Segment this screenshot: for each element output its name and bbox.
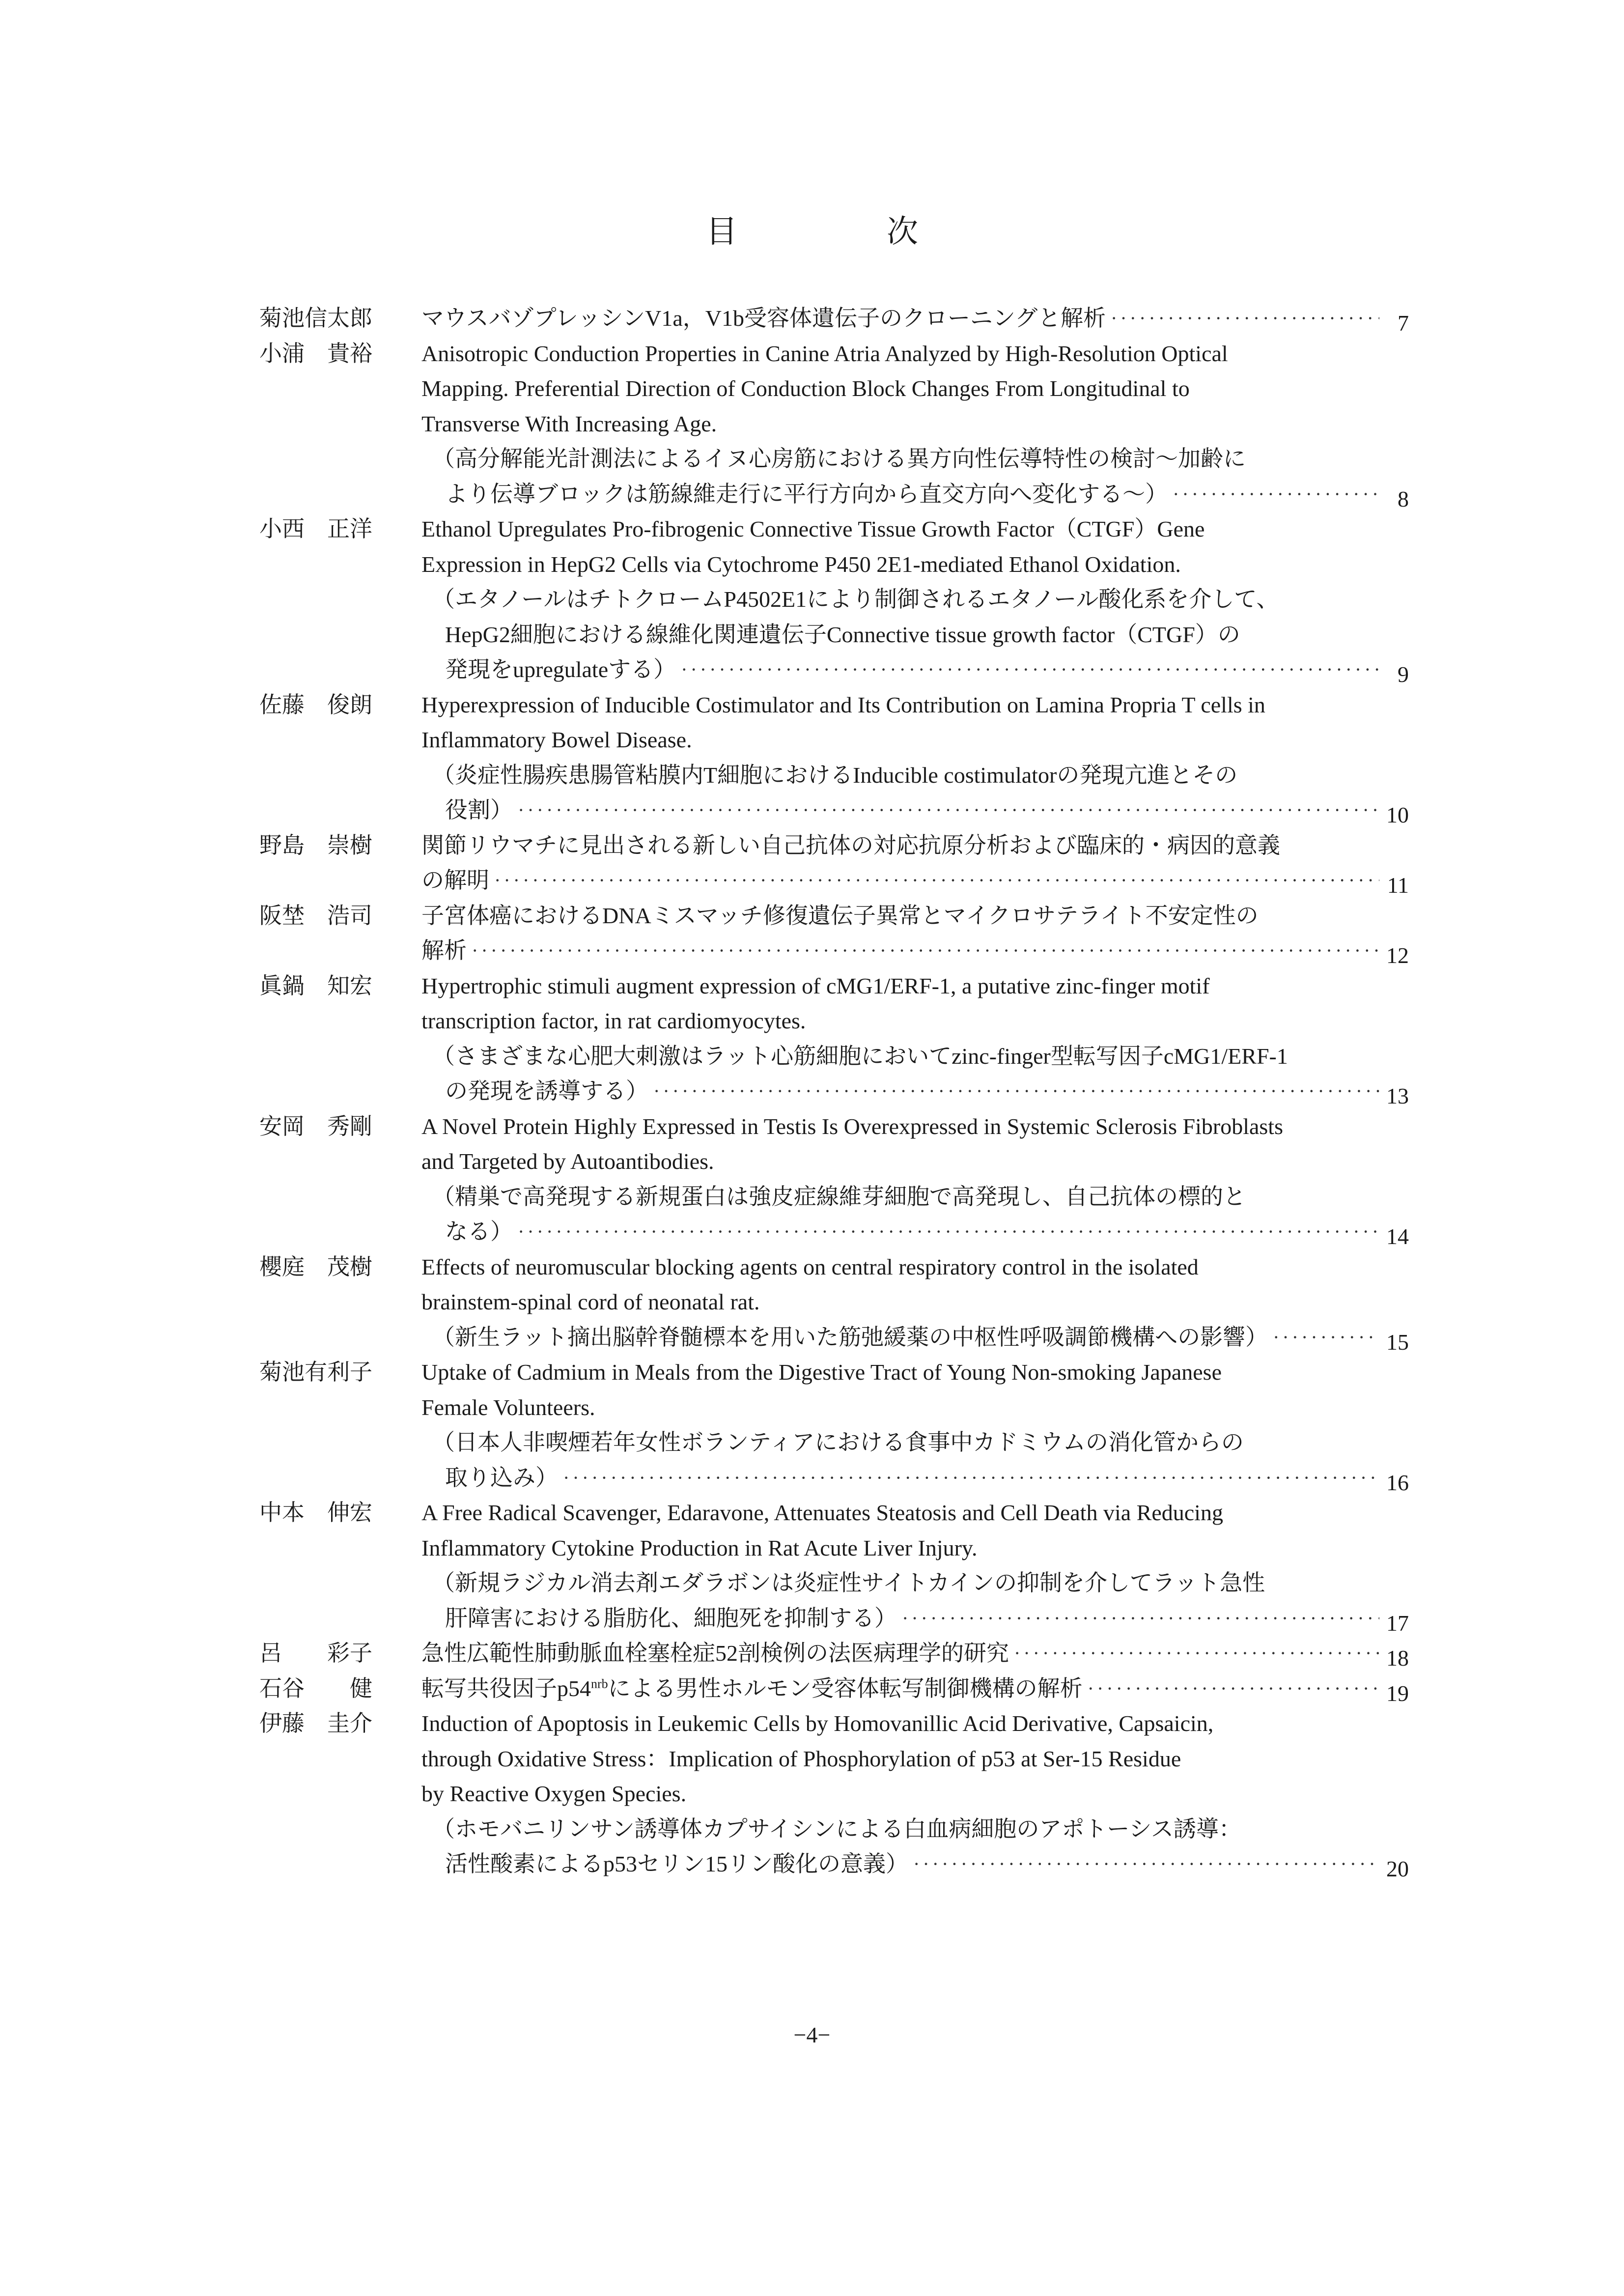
entry-title-row[interactable] — [421, 1636, 1409, 1671]
dot-leader — [467, 933, 1379, 968]
entry-title: マウスバゾプレッシンV1a，V1b受容体遺伝子のクローニングと解析 — [421, 306, 1106, 331]
entry-subtitle-line: （さまざまな心肥大刺激はラット心筋細胞においてzinc-finger型転写因子cMG1/ERF-1 — [432, 1043, 1288, 1069]
entry-title-line: Hyperexpression of Inducible Costimulator and Its Contribution on Lamina Propria T cells in — [421, 692, 1265, 717]
entry-subtitle-last: 肝障害における脂肪化、細胞死を抑制する） — [445, 1605, 897, 1631]
entry-title-line: transcription factor, in rat cardiomyocytes. — [421, 1008, 806, 1033]
dot-leader — [1106, 301, 1379, 336]
entry-subtitle-last: の発現を誘導する） — [445, 1078, 648, 1104]
toc-entry — [259, 1671, 1409, 1706]
entry-body — [421, 1671, 1409, 1706]
toc-entry — [259, 828, 1409, 898]
table-of-contents — [259, 301, 1409, 1882]
entry-subtitle-last: なる） — [445, 1219, 513, 1244]
entry-subtitle-last: 役割） — [445, 797, 513, 822]
entry-title-row[interactable] — [421, 652, 1409, 687]
dot-leader — [908, 1846, 1379, 1882]
entry-subtitle-last: より伝導ブロックは筋線維走行に平行方向から直交方向へ変化する〜） — [445, 481, 1168, 507]
entry-author: 呂 彩子 — [259, 1641, 372, 1666]
toc-entry — [259, 301, 1409, 336]
entry-title-line: Ethanol Upregulates Pro-fibrogenic Connective Tissue Growth Factor（CTGF）Gene — [421, 516, 1205, 541]
entry-author: 石谷 健 — [259, 1675, 372, 1701]
entry-body — [421, 511, 1409, 687]
page-number: 20 — [1386, 1856, 1409, 1881]
entry-body — [421, 898, 1409, 968]
entry-title-row[interactable] — [421, 863, 1409, 898]
entry-author: 中本 伸宏 — [259, 1500, 372, 1525]
page-number: 19 — [1386, 1680, 1409, 1706]
page-number: 7 — [1398, 311, 1409, 336]
page-number: 16 — [1386, 1470, 1409, 1495]
entry-title-line: A Free Radical Scavenger, Edaravone, Attenuates Steatosis and Cell Death via Reducing — [421, 1500, 1223, 1525]
dot-leader — [558, 1460, 1379, 1496]
entry-title-row[interactable] — [421, 1460, 1409, 1496]
entry-title-row[interactable] — [421, 1214, 1409, 1249]
entry-title-row[interactable] — [421, 1601, 1409, 1636]
toc-entry — [259, 1249, 1409, 1355]
entry-title-line: 関節リウマチに見出される新しい自己抗体の対応抗原分析および臨床的・病因的意義 — [421, 832, 1280, 858]
toc-entry — [259, 336, 1409, 512]
entry-title-line: Uptake of Cadmium in Meals from the Digestive Tract of Young Non-smoking Japanese — [421, 1360, 1222, 1385]
entry-body — [421, 1249, 1409, 1355]
entry-body — [421, 1495, 1409, 1636]
entry-title-last: の解明 — [421, 868, 489, 893]
entry-author: 伊藤 圭介 — [259, 1711, 372, 1736]
entry-subtitle-line: （エタノールはチトクロームP4502E1により制御されるエタノール酸化系を介して、 — [432, 587, 1279, 612]
entry-author: 小西 正洋 — [259, 516, 372, 541]
entry-title-line: Inflammatory Bowel Disease. — [421, 727, 692, 752]
entry-title-row[interactable] — [421, 1074, 1409, 1109]
dot-leader — [1268, 1320, 1379, 1355]
entry-title-line: Mapping. Preferential Direction of Conduction Block Changes From Longitudinal to — [421, 376, 1190, 401]
entry-subtitle-line: HepG2細胞における線維化関連遺伝子Connective tissue growth factor（CTGF）の — [445, 622, 1240, 647]
page-number: 10 — [1386, 802, 1409, 827]
toc-entry — [259, 968, 1409, 1109]
entry-author: 阪埜 浩司 — [259, 903, 372, 928]
entry-title-line: Induction of Apoptosis in Leukemic Cells by Homovanillic Acid Derivative, Capsaicin, — [421, 1711, 1214, 1736]
toc-entry — [259, 687, 1409, 828]
entry-title-line: Female Volunteers. — [421, 1394, 595, 1420]
dot-leader — [1083, 1671, 1379, 1706]
entry-author: 櫻庭 茂樹 — [259, 1254, 372, 1279]
page-number: 13 — [1386, 1083, 1409, 1108]
entry-title-part: による男性ホルモン受容体転写制御機構の解析 — [608, 1675, 1083, 1701]
entry-body — [421, 828, 1409, 898]
entry-title-line: Inflammatory Cytokine Production in Rat Acute Liver Injury. — [421, 1535, 978, 1560]
entry-body — [421, 301, 1409, 336]
entry-author: 佐藤 俊朗 — [259, 692, 372, 717]
entry-subtitle-line: （炎症性腸疾患腸管粘膜内T細胞におけるInducible costimulatorの発現亢進とその — [432, 762, 1238, 788]
entry-body — [421, 1636, 1409, 1671]
page-number: 17 — [1386, 1610, 1409, 1636]
entry-subtitle-line: （日本人非喫煙若年女性ボランティアにおける食事中カドミウムの消化管からの — [432, 1430, 1244, 1455]
entry-title-row[interactable] — [421, 1846, 1409, 1882]
entry-title-line: Effects of neuromuscular blocking agents on central respiratory control in the isolated — [421, 1254, 1199, 1279]
superscript: nrb — [591, 1676, 608, 1691]
entry-body — [421, 687, 1409, 828]
entry-body — [421, 336, 1409, 512]
page-title: 目 次 — [706, 214, 977, 249]
entry-title-row[interactable] — [421, 793, 1409, 828]
entry-subtitle-last: 発現をupregulateする） — [445, 657, 676, 682]
page-number: 15 — [1386, 1329, 1409, 1355]
dot-leader — [513, 1214, 1379, 1249]
page-number: 12 — [1386, 943, 1409, 968]
entry-body — [421, 968, 1409, 1109]
page-number: 9 — [1398, 662, 1409, 687]
entry-title-row[interactable] — [421, 933, 1409, 968]
entry-title-line: Anisotropic Conduction Properties in Canine Atria Analyzed by High-Resolution Optical — [421, 340, 1228, 366]
entry-subtitle-line: （ホモバニリンサン誘導体カプサイシンによる白血病細胞のアポトーシス誘導： — [432, 1816, 1242, 1842]
dot-leader — [489, 863, 1379, 898]
entry-author: 野島 崇樹 — [259, 832, 372, 858]
entry-title-part: 転写共役因子p54 — [421, 1675, 591, 1701]
toc-entry — [259, 1355, 1409, 1495]
page-number: 8 — [1398, 486, 1409, 511]
entry-subtitle-line: （新規ラジカル消去剤エダラボンは炎症性サイトカインの抑制を介してラット急性 — [432, 1570, 1265, 1595]
entry-title-line: and Targeted by Autoantibodies. — [421, 1149, 714, 1174]
entry-title-line: through Oxidative Stress：Implication of Phosphorylation of p53 at Ser-15 Residue — [421, 1746, 1181, 1771]
dot-leader — [1009, 1636, 1379, 1671]
dot-leader — [513, 793, 1379, 828]
entry-body — [421, 1706, 1409, 1882]
dot-leader — [676, 652, 1379, 687]
entry-author: 菊池信太郎 — [259, 306, 372, 331]
entry-author: 菊池有利子 — [259, 1360, 372, 1385]
entry-subtitle-line: （高分解能光計測法によるイヌ心房筋における異方向性伝導特性の検討〜加齢に — [432, 446, 1246, 471]
dot-leader — [897, 1601, 1379, 1636]
entry-title-last: 解析 — [421, 938, 467, 963]
toc-entry — [259, 898, 1409, 968]
entry-author: 安岡 秀剛 — [259, 1113, 372, 1139]
toc-entry — [259, 1495, 1409, 1636]
dot-leader — [1168, 477, 1379, 512]
entry-title-row[interactable] — [421, 301, 1409, 336]
entry-author: 小浦 貴裕 — [259, 340, 372, 366]
page-number: 18 — [1386, 1645, 1409, 1671]
entry-title-line: by Reactive Oxygen Species. — [421, 1781, 687, 1806]
dot-leader — [648, 1074, 1379, 1109]
entry-title-row[interactable] — [421, 477, 1409, 512]
entry-body — [421, 1355, 1409, 1495]
entry-title: 急性広範性肺動脈血栓塞栓症52剖検例の法医病理学的研究 — [421, 1641, 1009, 1666]
toc-entry — [259, 1706, 1409, 1882]
entry-author: 眞鍋 知宏 — [259, 973, 372, 998]
toc-entry — [259, 1636, 1409, 1671]
toc-entry — [259, 1109, 1409, 1249]
entry-body — [421, 1109, 1409, 1249]
entry-title-line: brainstem-spinal cord of neonatal rat. — [421, 1289, 760, 1314]
entry-title-line: A Novel Protein Highly Expressed in Testis Is Overexpressed in Systemic Sclerosis Fibroblasts — [421, 1113, 1283, 1139]
toc-entry — [259, 511, 1409, 687]
entry-title-row[interactable] — [421, 1671, 1409, 1706]
page-number: 14 — [1386, 1224, 1409, 1249]
page-number: 11 — [1387, 873, 1409, 898]
entry-subtitle-last: 活性酸素によるp53セリン15リン酸化の意義） — [445, 1851, 908, 1876]
entry-title — [421, 1671, 1083, 1706]
entry-title-line: 子宮体癌におけるDNAミスマッチ修復遺伝子異常とマイクロサテライト不安定性の — [421, 903, 1259, 928]
page-footer-number: −4− — [793, 2022, 831, 2047]
entry-title-line: Expression in HepG2 Cells via Cytochrome P450 2E1-mediated Ethanol Oxidation. — [421, 551, 1181, 577]
entry-subtitle-last: 取り込み） — [445, 1465, 558, 1490]
entry-subtitle-line: （精巣で高発現する新規蛋白は強皮症線維芽細胞で高発現し、自己抗体の標的と — [432, 1184, 1246, 1209]
entry-subtitle-last: （新生ラット摘出脳幹脊髄標本を用いた筋弛緩薬の中枢性呼吸調節機構への影響） — [432, 1324, 1268, 1350]
entry-title-line: Transverse With Increasing Age. — [421, 411, 717, 436]
entry-title-line: Hypertrophic stimuli augment expression of cMG1/ERF-1, a putative zinc-finger motif — [421, 973, 1210, 998]
entry-title-row[interactable] — [421, 1320, 1409, 1355]
